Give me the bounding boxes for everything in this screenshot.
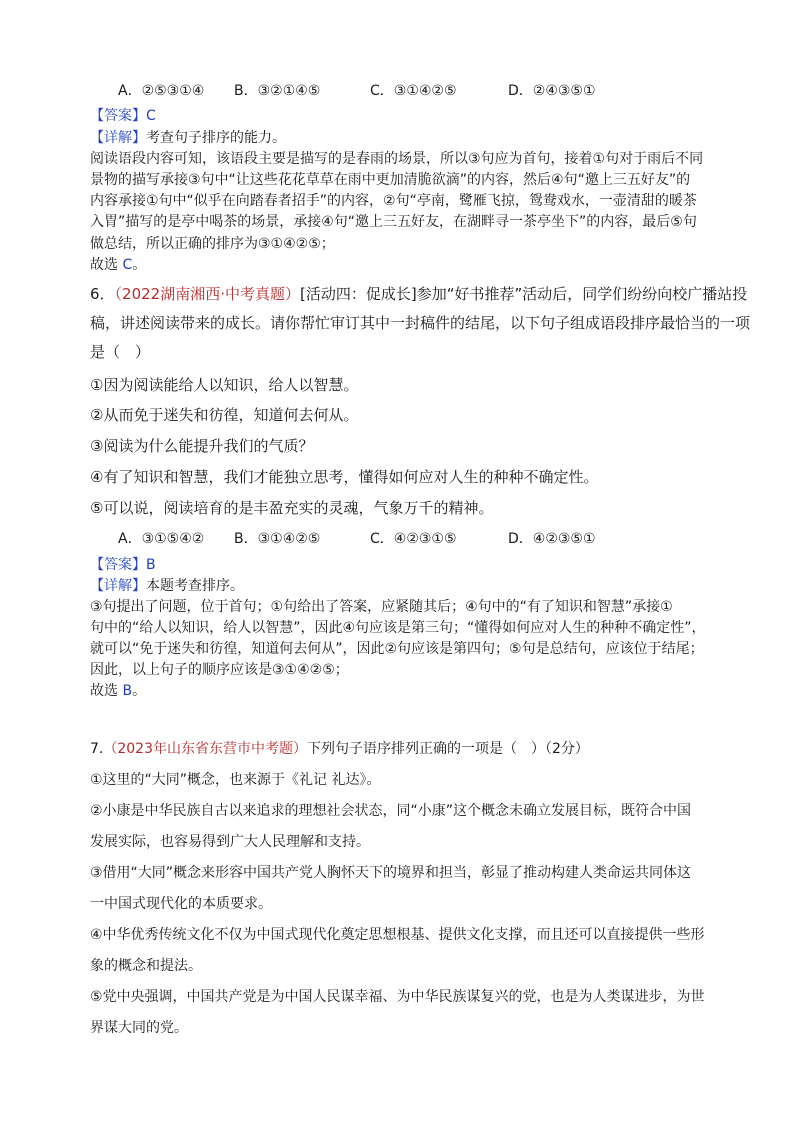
q6-conclusion: [90, 682, 146, 700]
q6-sentence-5: ⑤可以说，阅读培育的是丰盈充实的灵魂，气象万千的精神。: [90, 499, 494, 517]
q6-stem-line-1: 稿，讲述阅读带来的成长。请你帮忙审订其中一封稿件的结尾，以下句子组成语段排序最恰当的一项: [90, 314, 751, 332]
q7-line-0: ①这里的“大同”概念，也来源于《礼记 礼达》。: [90, 772, 381, 788]
q6-source: （2022湖南湘西·中考真题）: [114, 285, 300, 303]
q6-answer-line: [90, 556, 156, 574]
q5-detail-line-2: 景物的描写承接③句中“让这些花花草草在雨中更加清脆欲滴”的内容，然后④句“邀上三五好友”的: [90, 172, 691, 188]
q6-conclusion-letter: B: [122, 683, 133, 699]
q6-detail-line-3: 就可以“免于迷失和彷徨，知道何去何从”，因此②句应该是第四句；⑤句是总结句，应该位于结尾；: [90, 641, 704, 657]
q6-detail-line-4: 因此，以上句子的顺序应该是③①④②⑤；: [90, 662, 349, 678]
q5-conclusion-prefix: 故选: [90, 257, 123, 273]
q5-option-b: B．③②①④⑤: [234, 83, 321, 99]
q6-stem-text: [活动四：促成长]参加“好书推荐”活动后，同学们纷纷向校广播站投: [300, 285, 748, 303]
q5-option-c: C．③①④②⑤: [370, 83, 457, 99]
q7-source: （2023年山东省东营市中考题）: [103, 741, 307, 757]
q7-line-7: ⑤党中央强调，中国共产党是为中国人民谋幸福、为中华民族谋复兴的党，也是为人类谋进步，为世: [90, 989, 705, 1005]
q7-line-8: 界谋大同的党。: [90, 1020, 188, 1036]
q6-sentence-2: ②从而免于迷失和彷徨，知道何去何从。: [90, 406, 359, 424]
q7-line-1: ②小康是中华民族自古以来追求的理想社会状态，同“小康”这个概念未确立发展目标，既符合中国: [90, 803, 692, 819]
q6-number: 6．: [90, 285, 115, 303]
q7-line-2: 发展实际，也容易得到广大人民理解和支持。: [90, 834, 370, 850]
q5-detail-line-1: 阅读语段内容可知，该语段主要是描写的是春雨的场景，所以③句应为首句，接着①句对于雨后不同: [90, 151, 704, 167]
q6-sentence-1: ①因为阅读能给人以知识，给人以智慧。: [90, 376, 359, 394]
q5-options: [118, 82, 596, 100]
q5-detail-line-4: 入胃”描写的是亭中喝茶的场景，承接④句“邀上三五好友，在湖畔寻一茶亭坐下”的内容，最后⑤句: [90, 214, 697, 230]
q6-answer-value: B: [146, 557, 156, 573]
q7-number: 7.: [90, 741, 104, 757]
q5-option-a: A．②⑤③①④: [118, 83, 205, 99]
q6-sentence-4: ④有了知识和智慧，我们才能独立思考，懂得如何应对人生的种种不确定性。: [90, 468, 599, 486]
q6-option-d: D．④②③⑤①: [508, 531, 596, 547]
q7-stem: 下列句子语序排列正确的一项是（ ）（2分）: [307, 741, 589, 757]
q5-answer-tag: 【答案】: [90, 108, 146, 124]
q7-stem-line: [90, 740, 589, 758]
q6-options: [118, 530, 596, 548]
q5-option-d: D．②④③⑤①: [508, 83, 596, 99]
q6-option-c: C．④②③①⑤: [370, 531, 457, 547]
q6-stem-line-0: [90, 284, 747, 304]
q5-detail-line-3: 内容承接①句中“似乎在向踏春者招手”的内容，②句“亭南，鹭雁飞掠，鸳鸯戏水，一壶清甜的暖茶: [90, 193, 697, 209]
q5-detail-text: 考查句子排序的能力。: [146, 130, 286, 146]
q5-detail-line-5: 做总结，所以正确的排序为③①④②⑤；: [90, 236, 335, 252]
q6-conclusion-prefix: 故选: [90, 683, 123, 699]
q5-conclusion: [90, 256, 146, 274]
q6-option-a: A．③①⑤④②: [118, 531, 205, 547]
q7-line-3: ③借用“大同”概念来形容中国共产党人胸怀天下的境界和担当，彰显了推动构建人类命运共同体这: [90, 865, 692, 881]
q7-line-5: ④中华优秀传统文化不仅为中国式现代化奠定思想根基、提供文化支撑，而且还可以直接提供一些形: [90, 927, 705, 943]
q7-line-4: 一中国式现代化的本质要求。: [90, 896, 272, 912]
q5-answer-value: C: [146, 108, 156, 124]
q6-detail-line-2: 句中的“给人以知识，给人以智慧”，因此④句应该是第三句；“懂得如何应对人生的种种不确定性”，: [90, 620, 706, 636]
q5-conclusion-suffix: 。: [132, 257, 147, 273]
q6-detail-text: 本题考查排序。: [146, 578, 244, 594]
q6-stem-line-2: 是（ ）: [90, 343, 151, 361]
q5-detail-tag: 【详解】: [90, 130, 146, 146]
q6-detail-line-1: ③句提出了问题，位于首句；①句给出了答案，应紧随其后；④句中的“有了知识和智慧”承接①: [90, 599, 673, 615]
q6-option-b: B．③①④②⑤: [234, 531, 321, 547]
q6-answer-tag: 【答案】: [90, 557, 146, 573]
q5-answer-line: [90, 107, 156, 125]
q6-conclusion-suffix: 。: [132, 683, 147, 699]
q6-sentence-3: ③阅读为什么能提升我们的气质？: [90, 437, 314, 455]
q6-detail-line-0: [90, 577, 244, 595]
q5-detail-line-0: [90, 129, 286, 147]
q5-conclusion-letter: C: [122, 257, 133, 273]
q6-detail-tag: 【详解】: [90, 578, 146, 594]
q7-line-6: 象的概念和提法。: [90, 958, 202, 974]
